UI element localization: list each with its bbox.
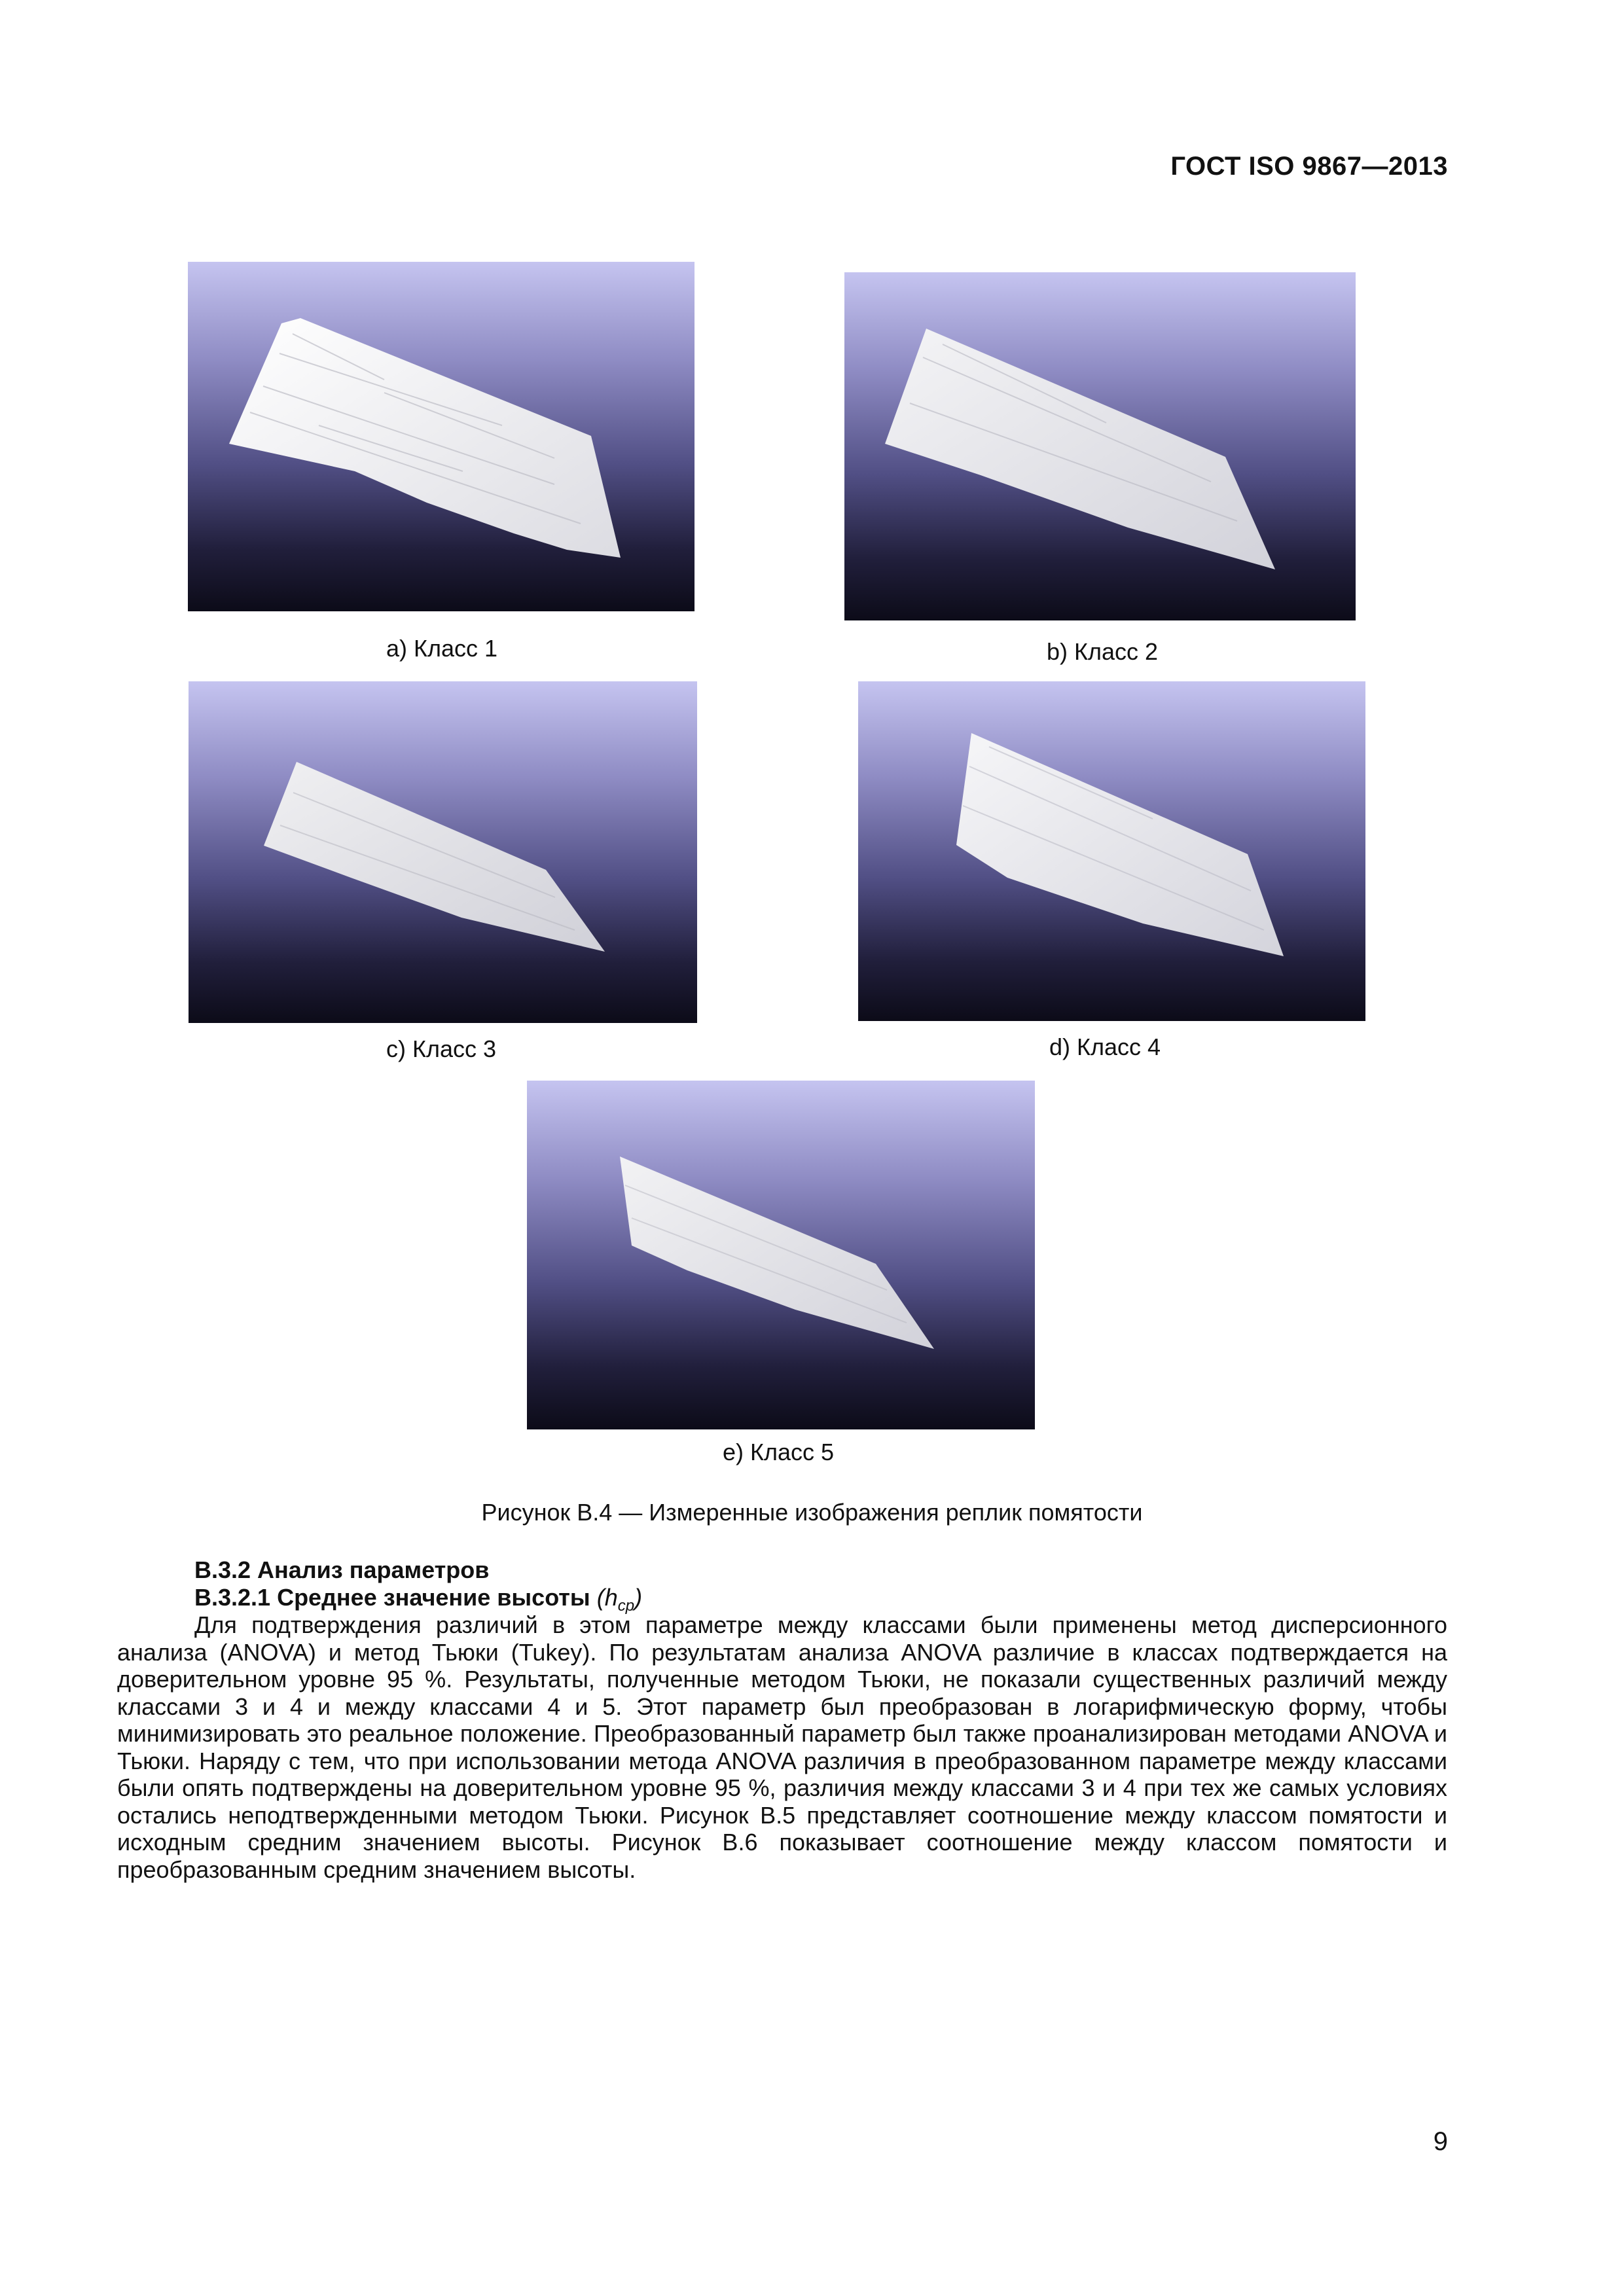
- height-symbol: $(h_{ср})$: [596, 1584, 643, 1615]
- replica-image-class-5: [527, 1081, 1035, 1429]
- panel-caption: e) Класс 5: [723, 1439, 835, 1465]
- figure-title: Рисунок В.4 — Измеренные изображения реплик помятости: [481, 1499, 1143, 1526]
- replica-image-class-1: [188, 262, 695, 611]
- section-heading: В.3.2 Анализ параметров: [194, 1556, 490, 1583]
- document-header: ГОСТ ISO 9867—2013: [1170, 152, 1448, 181]
- panel-caption: a) Класс 1: [386, 635, 498, 662]
- page-number: 9: [1433, 2127, 1448, 2156]
- panel-caption: d) Класс 4: [1049, 1033, 1161, 1060]
- replica-image-class-4: [858, 681, 1365, 1021]
- replica-image-class-3: [189, 681, 697, 1023]
- section-subheading: [194, 1584, 642, 1615]
- panel-caption: c) Класс 3: [386, 1035, 497, 1062]
- subheading-text: В.3.2.1 Среднее значение высоты: [194, 1584, 590, 1611]
- panel-caption: b) Класс 2: [1047, 638, 1159, 665]
- replica-image-class-2: [844, 272, 1356, 620]
- body-paragraph: Для подтверждения различий в этом параметре между классами были применены метод дисперсионного анализа (ANOVA) и метод Тьюки (Tukey). По результатам анализа ANOVA различие в классах подтверждается на доверительном уровне 95 %. Результаты, полученные методом Тьюки, не показали существенных различий между классами 3 и 4 и между классами 4 и 5. Этот параметр был преобразован в логарифмическую форму, чтобы минимизировать это реальное положение. Преобразованный параметр был также проанализирован методами ANOVA и Тьюки. Наряду с тем, что при использовании метода ANOVA различия в преобразованном параметре между классами были опять подтверждены на доверительном уровне 95 %, различия между классами 3 и 4 при тех же самых условиях остались неподтвержденными методом Тьюки. Рисунок В.5 представляет соотношение между классом помятости и исходным средним значением высоты. Рисунок В.6 показывает соотношение между классом помятости и преобразованным средним значением высоты.: [117, 1611, 1447, 1883]
